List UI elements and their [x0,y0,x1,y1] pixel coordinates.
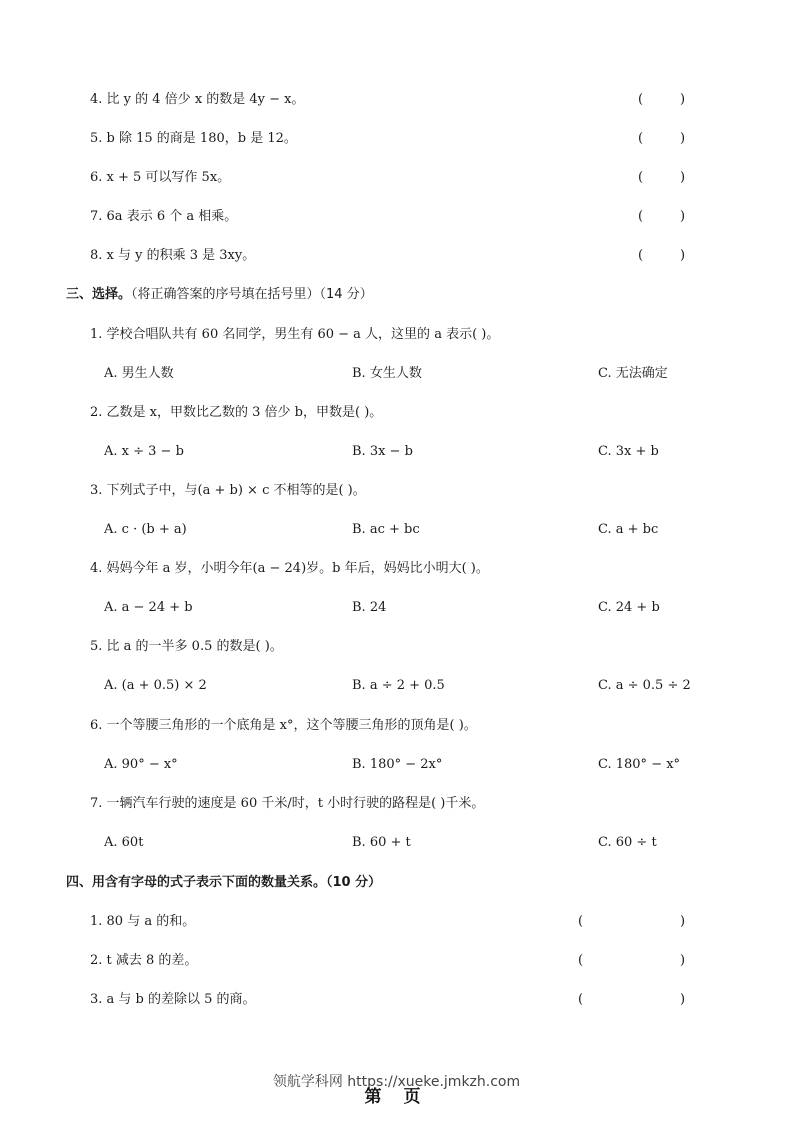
choice-question-6: 6. 一个等腰三角形的一个底角是 x°，这个等腰三角形的顶角是( )。 [90,718,477,733]
judge-item-7: 7. 6a 表示 6 个 a 相乘。 [90,209,238,224]
section-title: 三、选择。 [66,287,132,302]
paren-open: ( [638,209,644,224]
page-number: 第 页 [364,1087,429,1107]
paren-open: ( [578,992,584,1007]
judge-item-4: 4. 比 y 的 4 倍少 x 的数是 4y − x。 [90,92,305,107]
paren-close: ) [680,992,686,1007]
section-heading-expression: 四、用含有字母的式子表示下面的数量关系。（10 分） [66,875,382,890]
choice-option-6b[interactable]: B. 180° − 2x° [352,757,443,772]
section-heading-choice [66,286,373,304]
choice-option-3a[interactable]: A. c · (b + a) [104,522,187,537]
choice-option-5c[interactable]: C. a ÷ 0.5 ÷ 2 [598,678,691,693]
paren-open: ( [638,248,644,263]
choice-option-2c[interactable]: C. 3x + b [598,444,659,459]
choice-option-7b[interactable]: B. 60 + t [352,835,411,850]
paren-close: ) [680,92,686,107]
paren-close: ) [680,209,686,224]
expression-item-3: 3. a 与 b 的差除以 5 的商。 [90,992,256,1007]
choice-option-5a[interactable]: A. (a + 0.5) × 2 [104,678,207,693]
section-note: （将正确答案的序号填在括号里）（14 分） [131,287,373,302]
choice-option-1b[interactable]: B. 女生人数 [352,366,422,381]
choice-option-6a[interactable]: A. 90° − x° [104,757,178,772]
paren-close: ) [680,248,686,263]
judge-item-8: 8. x 与 y 的积乘 3 是 3xy。 [90,248,256,263]
choice-option-7a[interactable]: A. 60t [104,835,144,850]
choice-option-1a[interactable]: A. 男生人数 [104,366,174,381]
choice-option-3b[interactable]: B. ac + bc [352,522,420,537]
judge-item-6: 6. x + 5 可以写作 5x。 [90,170,231,185]
choice-option-4a[interactable]: A. a − 24 + b [104,600,193,615]
choice-option-5b[interactable]: B. a ÷ 2 + 0.5 [352,678,445,693]
choice-question-1: 1. 学校合唱队共有 60 名同学，男生有 60 − a 人，这里的 a 表示( )。 [90,327,500,342]
choice-option-1c[interactable]: C. 无法确定 [598,366,668,381]
expression-item-1: 1. 80 与 a 的和。 [90,914,196,929]
choice-option-3c[interactable]: C. a + bc [598,522,659,537]
choice-question-7: 7. 一辆汽车行驶的速度是 60 千米/时，t 小时行驶的路程是( )千米。 [90,796,485,811]
choice-option-7c[interactable]: C. 60 ÷ t [598,835,657,850]
choice-option-6c[interactable]: C. 180° − x° [598,757,681,772]
paren-close: ) [680,953,686,968]
paren-close: ) [680,914,686,929]
paren-close: ) [680,131,686,146]
paren-close: ) [680,170,686,185]
paren-open: ( [638,170,644,185]
paren-open: ( [578,914,584,929]
choice-option-4c[interactable]: C. 24 + b [598,600,660,615]
paren-open: ( [638,131,644,146]
choice-question-2: 2. 乙数是 x，甲数比乙数的 3 倍少 b，甲数是( )。 [90,405,383,420]
choice-option-2b[interactable]: B. 3x − b [352,444,413,459]
footer-source-url: 领航学科网 https://xueke.jmkzh.com [272,1074,521,1090]
choice-option-2a[interactable]: A. x ÷ 3 − b [104,444,184,459]
judge-item-5: 5. b 除 15 的商是 180，b 是 12。 [90,131,297,146]
paren-open: ( [638,92,644,107]
expression-item-2: 2. t 减去 8 的差。 [90,953,198,968]
choice-question-4: 4. 妈妈今年 a 岁，小明今年(a − 24)岁。b 年后，妈妈比小明大( )。 [90,561,489,576]
choice-question-3: 3. 下列式子中，与(a + b) × c 不相等的是( )。 [90,483,366,498]
choice-question-5: 5. 比 a 的一半多 0.5 的数是( )。 [90,639,283,654]
choice-option-4b[interactable]: B. 24 [352,600,387,615]
paren-open: ( [578,953,584,968]
